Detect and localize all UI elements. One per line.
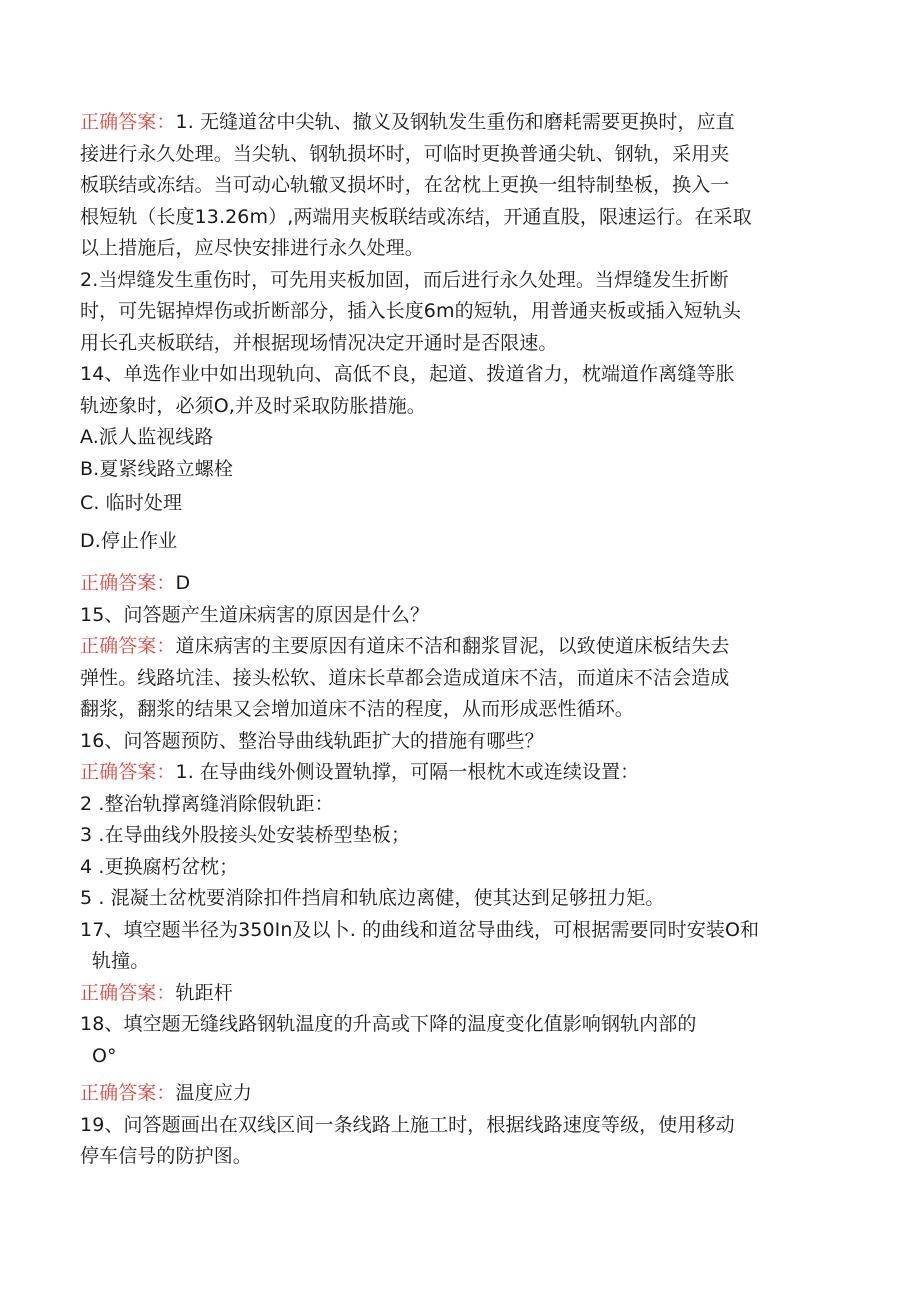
answer-line <box>80 1078 840 1110</box>
text-line: 轨撞。 <box>92 950 150 972</box>
text-line: 板联结或冻结。当可动心轨辙叉损坏时，在岔枕上更换一组特制垫板，换入一 <box>80 174 730 196</box>
list-item: 2 .整治轨撑离缝消除假轨距： <box>80 792 334 815</box>
answer-text: 温度应力 <box>175 1082 252 1104</box>
answer-text: D <box>175 572 191 594</box>
answer-text: 轨距杆 <box>175 981 233 1004</box>
text-line: 2.当焊缝发生重伤时，可先用夹板加固，而后进行永久处理。当焊缝发生折断 <box>80 268 729 291</box>
question-16: 16、问答题预防、整治导曲线轨距扩大的措施有哪些？ <box>80 729 544 752</box>
answer-text: 1. 无缝道岔中尖轨、撤义及钢轨发生重伤和磨耗需要更换时，应直 <box>175 111 735 133</box>
text-line: 以上措施后，应尽快安排进行永久处理。 <box>80 237 424 259</box>
answer-line <box>80 107 840 139</box>
question-18: 18、填空题无缝线路钢轨温度的升高或下降的温度变化值影响钢轨内部的 <box>80 1013 697 1035</box>
text-line: 接进行永久处理。当尖轨、钢轨损坏时，可临时更换普通尖轨、钢轨，采用夹 <box>80 142 730 165</box>
option-c: C. 临时处理 <box>80 492 183 514</box>
question-19: 19、问答题画出在双线区间一条线路上施工时，根据线路速度等级，使用移动 <box>80 1113 735 1136</box>
option-d: D.停止作业 <box>80 529 178 552</box>
text-line: 弹性。线路坑洼、接头松软、道床长草都会造成道床不洁，而道床不洁会造成 <box>80 666 730 689</box>
text-line: 根短轨（长度13.26m）,两端用夹板联结或冻结，开通直股，限速运行。在采取 <box>80 205 752 228</box>
option-a: A.派人监视线路 <box>80 426 214 448</box>
question-14: 14、单选作业中如出现轨向、高低不良，起道、拨道省力，枕端道作离缝等胀 <box>80 363 735 385</box>
question-15: 15、问答题产生道床病害的原因是什么？ <box>80 603 430 626</box>
answer-line <box>80 568 840 600</box>
question-17: 17、填空题半径为350In及以卜. 的曲线和道岔导曲线，可根据需要同时安装O和 <box>80 918 760 941</box>
answer-label: 正确答案： <box>80 572 176 594</box>
text-line: 用长孔夹板联结，并根据现场情况决定开通时是否限速。 <box>80 331 558 354</box>
answer-label: 正确答案： <box>80 761 176 783</box>
answer-line <box>80 631 840 663</box>
list-item: 3 .在导曲线外股接头处安装桥型垫板； <box>80 824 411 846</box>
document-body <box>80 107 840 1173</box>
list-item: 5 . 混凝土岔枕要消除扣件挡肩和轨底边离健，使其达到足够扭力矩。 <box>80 887 665 909</box>
text-line: 停车信号的防护图。 <box>80 1145 252 1167</box>
answer-label: 正确答案： <box>80 1082 176 1104</box>
answer-label: 正确答案： <box>80 981 176 1004</box>
text-line: 轨迹象时，必须O,并及时采取防胀措施。 <box>80 394 426 417</box>
text-line: 翻浆，翻浆的结果又会增加道床不洁的程度，从而形成恶性循环。 <box>80 698 634 720</box>
answer-label: 正确答案： <box>80 635 176 657</box>
answer-text: 道床病害的主要原因有道床不洁和翻浆冒泥，以致使道床板结失去 <box>175 635 730 657</box>
answer-label: 正确答案： <box>80 111 176 133</box>
list-item: 4 .更换腐朽岔枕； <box>80 855 239 878</box>
answer-text: 1. 在导曲线外侧设置轨撑，可隔一根枕木或连续设置： <box>175 761 640 783</box>
text-line: 时，可先锯掉焊伤或折断部分，插入长度6m的短轨，用普通夹板或插入短轨头 <box>80 300 742 322</box>
answer-line <box>80 978 840 1010</box>
text-line: O° <box>92 1044 117 1067</box>
option-b: B.夏紧线路立螺栓 <box>80 457 233 480</box>
answer-line <box>80 757 840 789</box>
